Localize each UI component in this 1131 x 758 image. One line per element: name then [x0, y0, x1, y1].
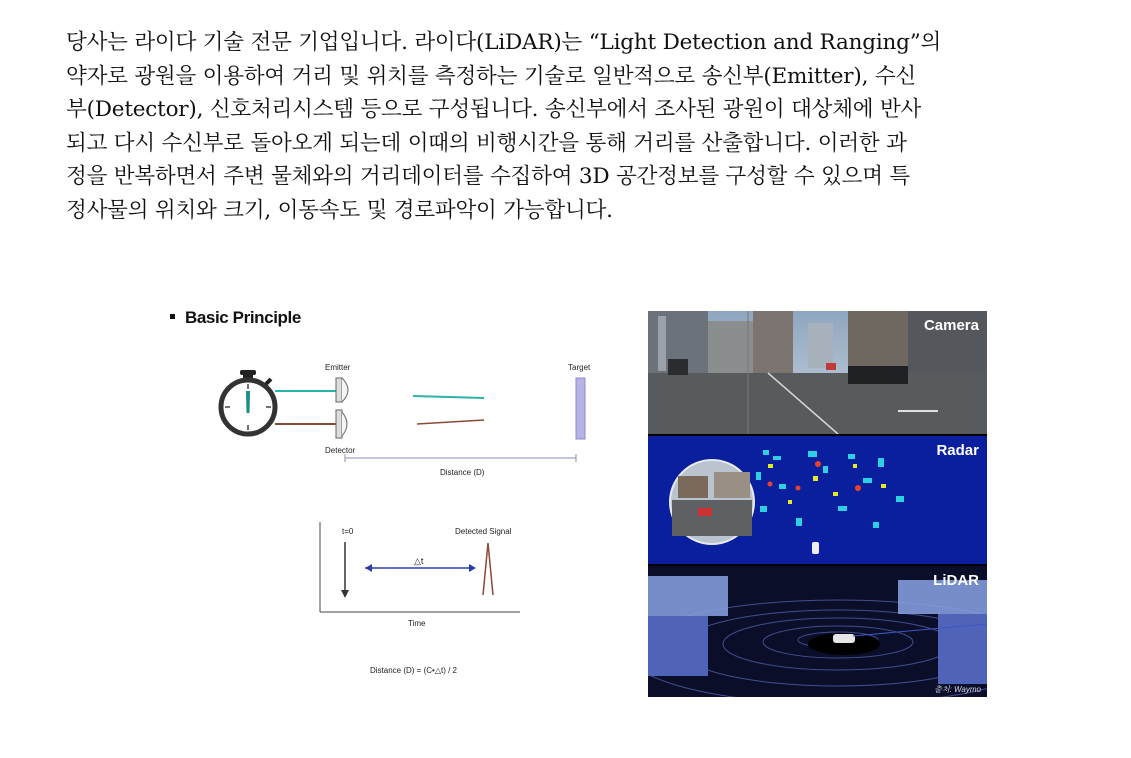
paragraph-line: 부(Detector), 신호처리시스템 등으로 구성됩니다. 송신부에서 조사된 광원이 대상체에 반사 — [66, 97, 922, 122]
return-beam — [417, 420, 484, 424]
distance-label: Distance (D) — [440, 468, 485, 477]
paragraph-line: 되고 다시 수신부로 돌아오게 되는데 이때의 비행시간을 통해 거리를 산출합니다. 이러한 과 — [66, 130, 907, 156]
lidar-label: LiDAR — [933, 572, 979, 589]
paragraph-line: 정을 반복하면서 주변 물체와의 거리데이터를 수집하여 3D 공간정보를 구성할 수 있으며 특 — [66, 164, 910, 189]
t0-arrow-icon — [341, 590, 349, 598]
paragraph-line: 당사는 라이다 기술 전문 기업입니다. 라이다(LiDAR)는 “Light Detection and Ranging”의 — [66, 30, 942, 55]
principle-svg — [170, 300, 610, 700]
detector-icon — [336, 410, 347, 438]
lidar-panel — [648, 566, 987, 697]
paragraph-line: 약자로 광원을 이용하여 거리 및 위치를 측정하는 기술로 일반적으로 송신부(Emitter), 수신 — [66, 63, 916, 89]
t0-label: t=0 — [342, 527, 354, 536]
stopwatch-icon — [221, 370, 275, 434]
detected-signal-label: Detected Signal — [455, 527, 512, 536]
image-credit: 출처: Waymo — [934, 685, 981, 694]
target-plate — [576, 378, 585, 439]
detector-label: Detector — [325, 446, 356, 455]
emitter-label: Emitter — [325, 363, 351, 372]
radar-panel — [648, 436, 987, 564]
intro-paragraph — [66, 26, 1076, 227]
camera-panel — [648, 311, 987, 434]
basic-principle-diagram — [170, 300, 610, 700]
paragraph-line: 정사물의 위치와 크기, 이동속도 및 경로파악이 가능합니다. — [66, 197, 613, 223]
distance-formula: Distance (D) = (C•△t) / 2 — [370, 666, 457, 675]
diagram-heading-text: Basic Principle — [185, 308, 301, 327]
emitter-icon — [336, 378, 348, 402]
sensor-comparison-image — [648, 311, 987, 697]
camera-label: Camera — [923, 317, 979, 334]
target-label: Target — [568, 363, 591, 372]
time-label: Time — [408, 619, 426, 628]
radar-label: Radar — [936, 442, 979, 459]
emit-beam — [413, 396, 484, 398]
detected-signal-peak — [483, 543, 493, 595]
delta-t-label: △t — [414, 556, 424, 566]
